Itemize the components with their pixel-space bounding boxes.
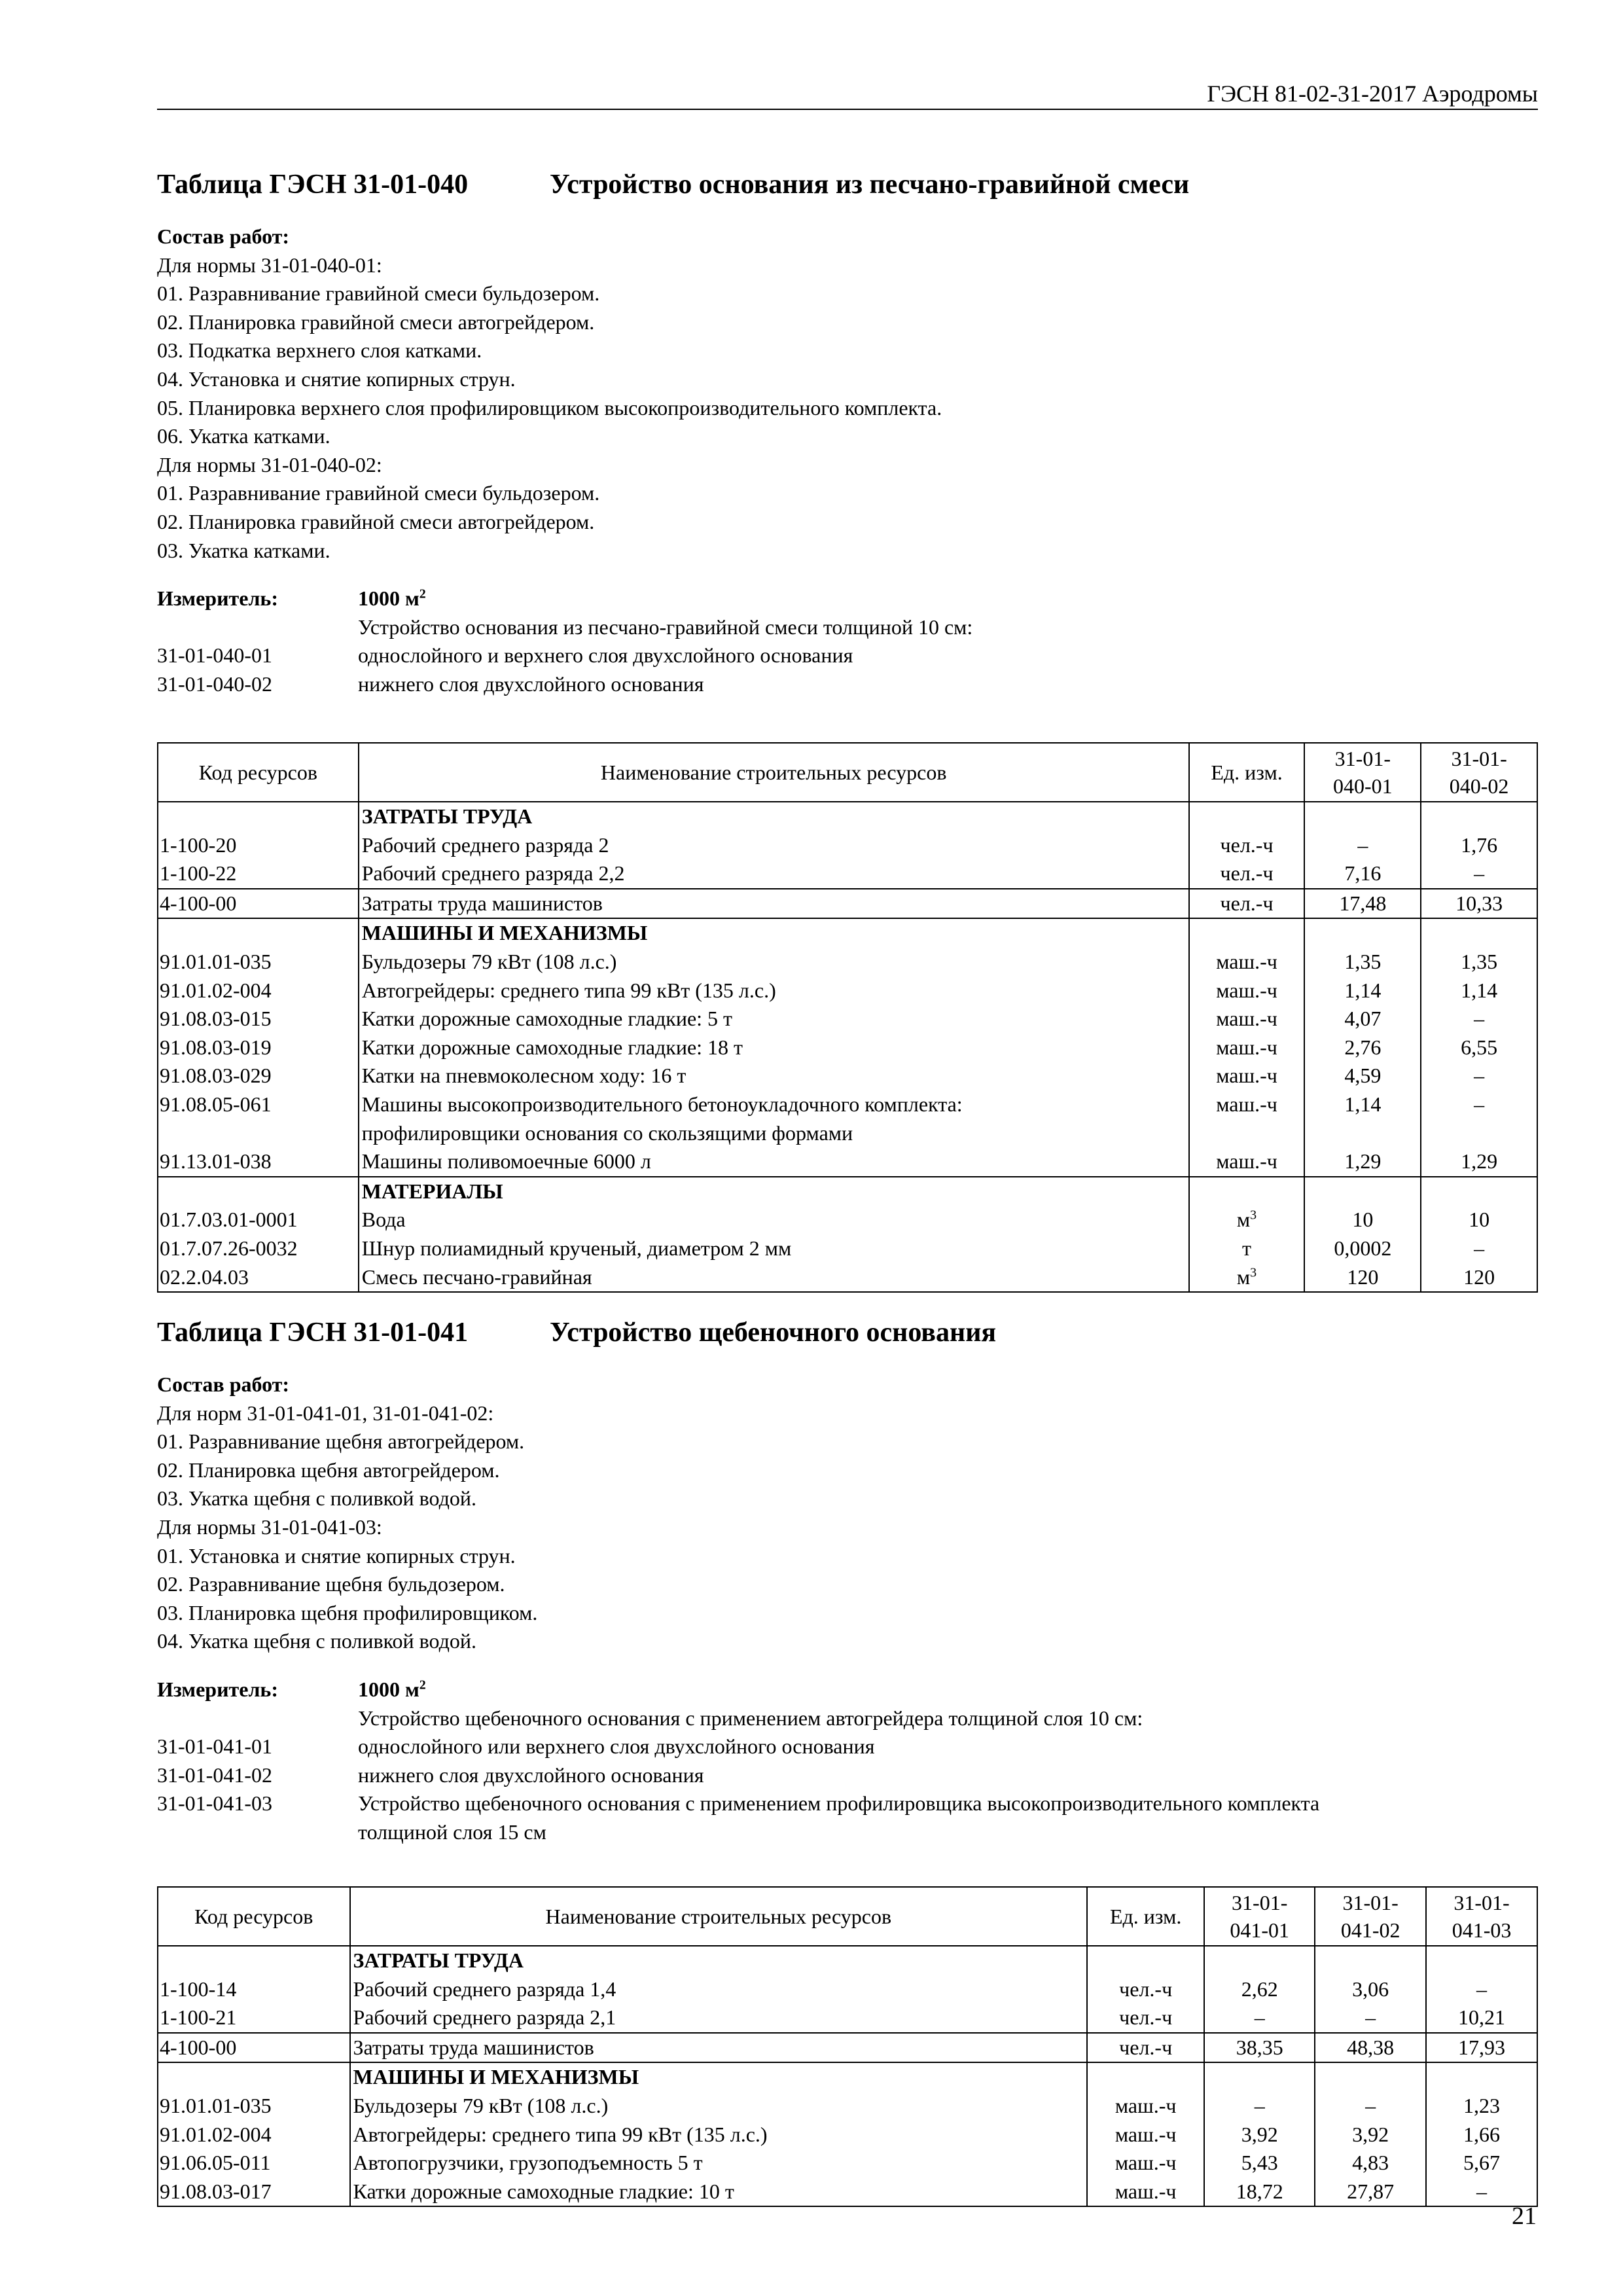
col-header-norm-2: 31-01- 041-02: [1315, 1887, 1426, 1946]
composition-line: 03. Укатка катками.: [157, 538, 330, 562]
composition-line: 03. Подкатка верхнего слоя катками.: [157, 338, 482, 363]
table-row: 91.01.01-035 Бульдозеры 79 кВт (108 л.с.) маш.-ч – – 1,23: [158, 2092, 1537, 2121]
measure-intro: Устройство щебеночного основания с применением автогрейдера толщиной слоя 10 см:: [358, 1706, 1143, 1730]
section-row-labor: [158, 802, 1537, 831]
table-row: 91.01.02-004 Автогрейдеры: среднего типа 99 кВт (135 л.с.) маш.-ч 1,14 1,14: [158, 977, 1537, 1005]
measure-unit: 1000 $м^2$: [358, 586, 426, 611]
col-header-code: Код ресурсов: [158, 1887, 350, 1946]
composition-line: Для норм 31-01-041-01, 31-01-041-02:: [157, 1401, 494, 1425]
col-header-code: Код ресурсов: [158, 743, 359, 802]
resource-table-040: [157, 742, 1538, 1293]
composition-line: 01. Разравнивание гравийной смеси бульдозером.: [157, 481, 600, 505]
table-040-section: [157, 165, 1538, 699]
composition-line: 03. Планировка щебня профилировщиком.: [157, 1600, 538, 1624]
norm-code: 31-01-041-01: [157, 1734, 272, 1759]
measure-intro: Устройство основания из песчано-гравийной смеси толщиной 10 см:: [358, 615, 973, 639]
table-row: 91.13.01-038 Машины поливомоечные 6000 л маш.-ч 1,29 1,29: [158, 1147, 1537, 1177]
col-header-norm-1: 31-01- 040-01: [1304, 743, 1421, 802]
measure-label: Измеритель:: [157, 1677, 278, 1701]
col-header-norm-1: 31-01- 041-01: [1204, 1887, 1315, 1946]
table-040-title-name: Устройство основания из песчано-гравийной смеси: [550, 170, 1190, 200]
table-041-title: [157, 1313, 1538, 1352]
table-row: 1-100-22 Рабочий среднего разряда 2,2 чел.-ч 7,16 –: [158, 859, 1537, 889]
col-header-unit: Ед. изм.: [1189, 743, 1305, 802]
table-row: 4-100-00 Затраты труда машинистов чел.-ч 38,35 48,38 17,93: [158, 2033, 1537, 2063]
running-header: [157, 80, 1538, 110]
table-row: 91.08.03-017 Катки дорожные самоходные гладкие: 10 т маш.-ч 18,72 27,87 –: [158, 2178, 1537, 2207]
composition-line: 02. Планировка щебня автогрейдером.: [157, 1458, 500, 1482]
composition-heading: Состав работ:: [157, 224, 290, 248]
composition-line: Для нормы 31-01-040-01:: [157, 253, 382, 277]
norm-text: однослойного или верхнего слоя двухслойного основания: [358, 1734, 875, 1759]
composition-line: 06. Укатка катками.: [157, 424, 330, 448]
table-040-measure: [157, 584, 1538, 698]
section-label: ЗАТРАТЫ ТРУДА: [350, 1946, 1088, 1975]
section-label: МАТЕРИАЛЫ: [359, 1177, 1189, 1206]
composition-line: 03. Укатка щебня с поливкой водой.: [157, 1486, 477, 1511]
composition-line: 05. Планировка верхнего слоя профилировщиком высокопроизводительного комплекта.: [157, 395, 942, 420]
table-row: 1-100-14 Рабочий среднего разряда 1,4 чел.-ч 2,62 3,06 –: [158, 1975, 1537, 2004]
section-label: МАШИНЫ И МЕХАНИЗМЫ: [359, 918, 1189, 948]
measure-unit: 1000 $м^2$: [358, 1677, 426, 1701]
composition-line: Для нормы 31-01-040-02:: [157, 452, 382, 476]
composition-line: 01. Разравнивание гравийной смеси бульдозером.: [157, 281, 600, 306]
section-label: ЗАТРАТЫ ТРУДА: [359, 802, 1189, 831]
table-row: 01.7.07.26-0032 Шнур полиамидный крученый, диаметром 2 мм т 0,0002 –: [158, 1234, 1537, 1263]
table-row: 91.08.03-015 Катки дорожные самоходные гладкие: 5 т маш.-ч 4,07 –: [158, 1005, 1537, 1033]
table-041-title-code: Таблица ГЭСН 31-01-041: [157, 1318, 469, 1348]
composition-line: 02. Планировка гравийной смеси автогрейдером.: [157, 509, 595, 533]
table-row: 91.01.01-035 Бульдозеры 79 кВт (108 л.с.) маш.-ч 1,35 1,35: [158, 948, 1537, 977]
composition-line: 01. Разравнивание щебня автогрейдером.: [157, 1429, 525, 1454]
norm-code: 31-01-041-03: [157, 1791, 272, 1816]
table-row: 91.01.02-004 Автогрейдеры: среднего типа 99 кВт (135 л.с.) маш.-ч 3,92 3,92 1,66: [158, 2121, 1537, 2149]
table-041-title-name: Устройство щебеночного основания: [550, 1318, 997, 1348]
table-header-row: [158, 743, 1537, 802]
table-041-measure: [157, 1676, 1538, 1847]
table-row: 1-100-20 Рабочий среднего разряда 2 чел.-ч – 1,76: [158, 831, 1537, 860]
table-row: 02.2.04.03 Смесь песчано-гравийная $м^3$ 120 120: [158, 1263, 1537, 1293]
composition-line: 04. Укатка щебня с поливкой водой.: [157, 1629, 477, 1653]
composition-line: 02. Разравнивание щебня бульдозером.: [157, 1572, 505, 1596]
norm-text: Устройство щебеночного основания с применением профилировщика высокопроизводительного комплекта толщиной слоя 15 см: [358, 1791, 1320, 1844]
norm-text: нижнего слоя двухслойного основания: [358, 672, 704, 696]
table-header-row: [158, 1887, 1537, 1946]
col-header-norm-3: 31-01- 041-03: [1426, 1887, 1537, 1946]
composition-line: 01. Установка и снятие копирных струн.: [157, 1543, 516, 1568]
table-row: 91.08.05-061 Машины высокопроизводительного бетоноукладочного комплекта: профилировщики основания со скользящими формами маш.-ч 1,14 –: [158, 1090, 1537, 1147]
running-header-text: ГЭСН 81-02-31-2017 Аэродромы: [1207, 81, 1538, 107]
composition-heading: Состав работ:: [157, 1372, 290, 1396]
table-row: 01.7.03.01-0001 Вода $м^3$ 10 10: [158, 1206, 1537, 1234]
table-row: 4-100-00 Затраты труда машинистов чел.-ч 17,48 10,33: [158, 889, 1537, 919]
section-row-materials: [158, 1177, 1537, 1206]
table-row: 1-100-21 Рабочий среднего разряда 2,1 чел.-ч – – 10,21: [158, 2003, 1537, 2033]
norm-code: 31-01-041-02: [157, 1763, 272, 1787]
table-row: 91.08.03-019 Катки дорожные самоходные гладкие: 18 т маш.-ч 2,76 6,55: [158, 1033, 1537, 1062]
table-041-section: [157, 1313, 1538, 1847]
norm-code: 31-01-040-01: [157, 643, 272, 668]
section-row-machines: [158, 918, 1537, 948]
measure-label: Измеритель:: [157, 586, 278, 611]
section-label: МАШИНЫ И МЕХАНИЗМЫ: [350, 2062, 1088, 2092]
page-number: 21: [1512, 2202, 1537, 2230]
col-header-name: Наименование строительных ресурсов: [350, 1887, 1088, 1946]
norm-text: нижнего слоя двухслойного основания: [358, 1763, 704, 1787]
col-header-name: Наименование строительных ресурсов: [359, 743, 1189, 802]
section-row-labor: [158, 1946, 1537, 1975]
table-040-composition: [157, 223, 1538, 565]
col-header-unit: Ед. изм.: [1087, 1887, 1204, 1946]
table-row: 91.08.03-029 Катки на пневмоколесном ходу: 16 т маш.-ч 4,59 –: [158, 1062, 1537, 1090]
norm-text: однослойного и верхнего слоя двухслойного основания: [358, 643, 853, 668]
table-040-title-code: Таблица ГЭСН 31-01-040: [157, 170, 469, 200]
table-row: 91.06.05-011 Автопогрузчики, грузоподъемность 5 т маш.-ч 5,43 4,83 5,67: [158, 2149, 1537, 2178]
composition-line: Для нормы 31-01-041-03:: [157, 1515, 382, 1539]
norm-code: 31-01-040-02: [157, 672, 272, 696]
section-row-machines: [158, 2062, 1537, 2092]
table-040-title: [157, 165, 1538, 204]
composition-line: 02. Планировка гравийной смеси автогрейдером.: [157, 310, 595, 334]
col-header-norm-2: 31-01- 040-02: [1421, 743, 1537, 802]
table-041-composition: [157, 1371, 1538, 1656]
resource-table-041: [157, 1886, 1538, 2207]
composition-line: 04. Установка и снятие копирных струн.: [157, 367, 516, 391]
